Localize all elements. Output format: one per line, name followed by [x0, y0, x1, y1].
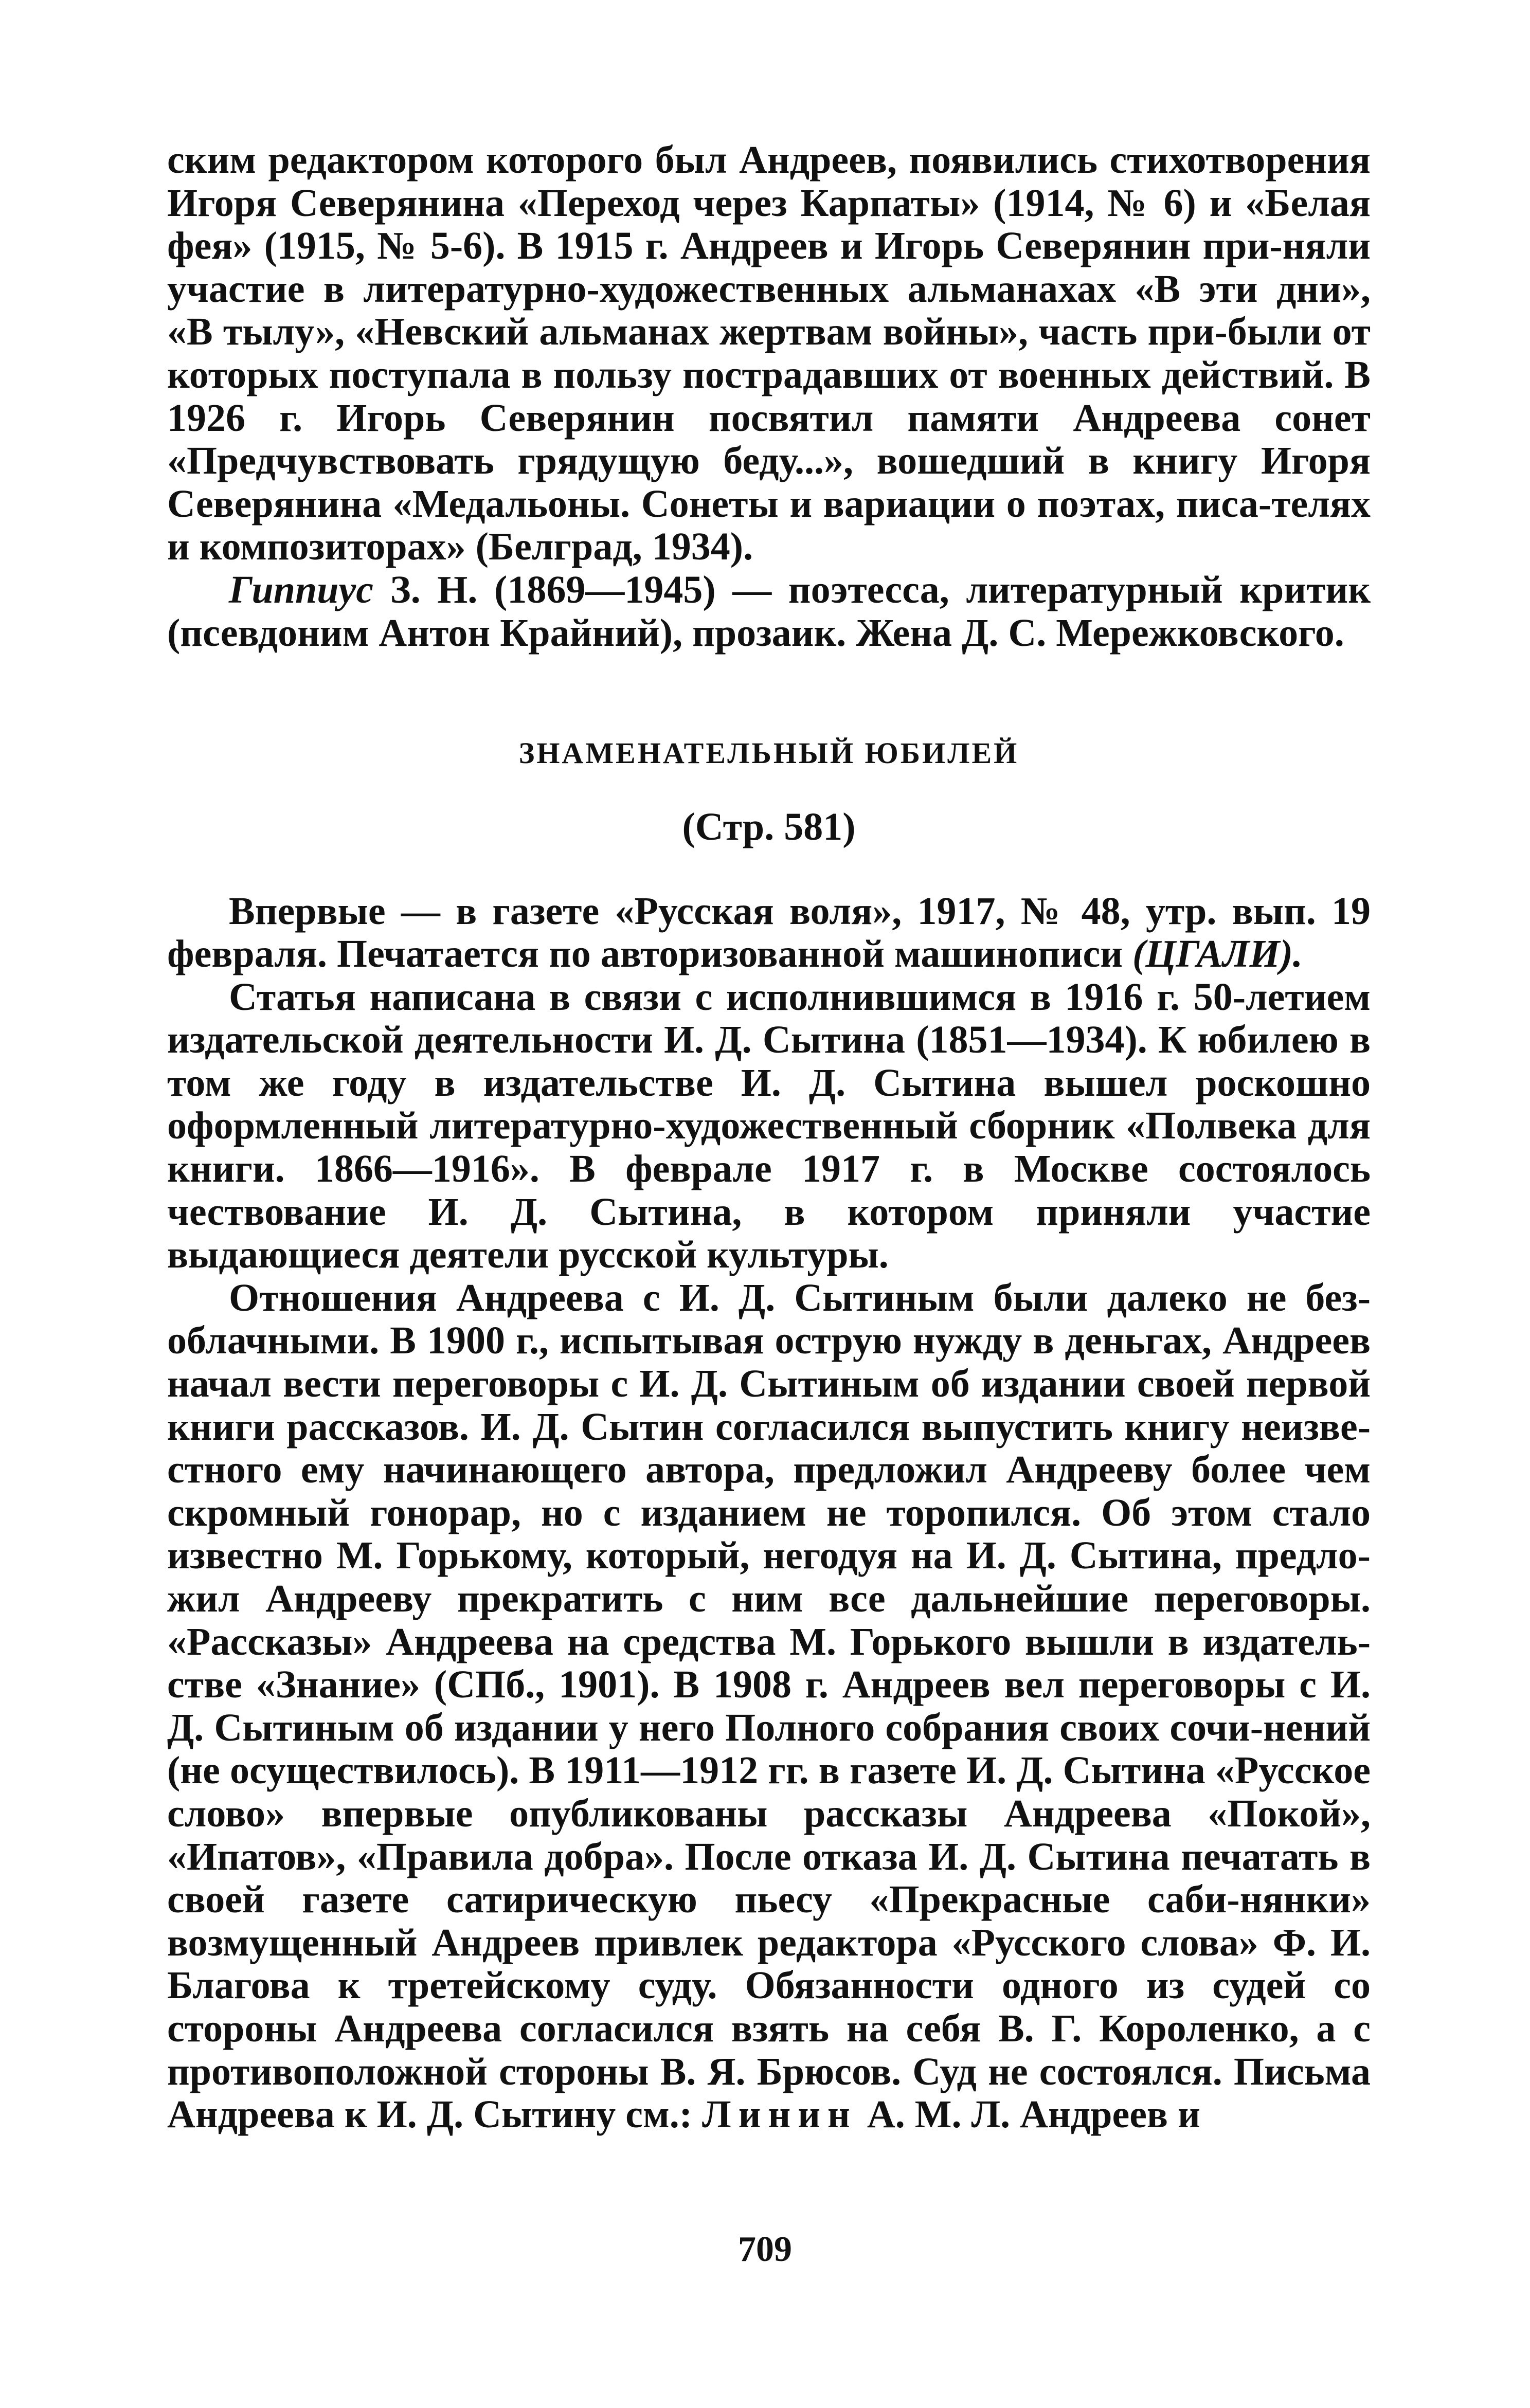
- paragraph-first-publication: [167, 890, 1371, 976]
- paragraph-article-context: Статья написана в связи с исполнившимся в 1916 г. 50-летием издательской деятельности И. Д. Сытина (1851—1934). К юбилею в том же году в издательстве И. Д. Сытина вышел роскошно оформленный литературно-художественный сборник «Полвека для книги. 1866—1916». В феврале 1917 г. в Москве состоялось чествование И. Д. Сытина, в котором приняли участие выдающиеся деятели русской культуры.: [167, 975, 1371, 1277]
- gippius-note-text: З. Н. (1869—1945) — поэтесса, литературный критик (псевдоним Антон Крайний), прозаик. Жена Д. С. Мережковского.: [167, 568, 1371, 655]
- relations-text-end: А. М. Л. Андреев и: [857, 2093, 1200, 2137]
- linin-author-name: Линин: [702, 2093, 857, 2137]
- section-heading: ЗНАМЕНАТЕЛЬНЫЙ ЮБИЛЕЙ: [518, 736, 1019, 770]
- page-number: 709: [738, 2230, 792, 2269]
- paragraph-severyanin-notes: ским редактором которого был Андреев, появились стихотворения Игоря Северянина «Переход через Карпаты» (1914, № 6) и «Белая фея» (1915, № 5-6). В 1915 г. Андреев и Игорь Северянин при-няли участие в литературно-художественных альманахах «В эти дни», «В тылу», «Невский альманах жертвам войны», часть при-были от которых поступала в пользу пострадавших от военных действий. В 1926 г. Игорь Северянин посвятил памяти Андреева сонет «Предчувствовать грядущую беду...», вошедший в книгу Игоря Северянина «Медальоны. Сонеты и вариации о поэтах, писа-телях и композиторах» (Белград, 1934).: [167, 138, 1371, 569]
- paragraph-andreev-sytin-relations: [167, 1277, 1371, 2137]
- section-page-reference: (Стр. 581): [682, 805, 856, 848]
- author-name-gippius: Гиппиус: [229, 568, 373, 611]
- paragraph-gippius-note: [167, 569, 1371, 655]
- first-publication-text: Впервые — в газете «Русская воля», 1917, № 48, утр. вып. 19 февраля. Печатается по авторизованной машинописи: [167, 889, 1371, 976]
- relations-text: Отношения Андреева с И. Д. Сытиным были далеко не без-облачными. В 1900 г., испытывая острую нужду в деньгах, Андреев начал вести переговоры с И. Д. Сытиным об издании своей первой книги рассказов. И. Д. Сытин согласился выпустить книгу неизве-стного ему начинающего автора, предложил Андрееву более чем скромный гонорар, но с изданием не торопился. Об этом стало известно М. Горькому, который, негодуя на И. Д. Сытина, предло-жил Андрееву прекратить с ним все дальнейшие переговоры. «Рассказы» Андреева на средства М. Горького вышли в издатель-стве «Знание» (СПб., 1901). В 1908 г. Андреев вел переговоры с И. Д. Сытиным об издании у него Полного собрания своих сочи-нений (не осуществилось). В 1911—1912 гг. в газете И. Д. Сытина «Русское слово» впервые опубликованы рассказы Андреева «Покой», «Ипатов», «Правила добра». После отказа И. Д. Сытина печатать в своей газете сатирическую пьесу «Прекрасные саби-нянки» возмущенный Андреев привлек редактора «Русского слова» Ф. И. Благова к третейскому суду. Обязанности одного из судей со стороны Андреева согласился взять на себя В. Г. Короленко, а с противоположной стороны В. Я. Брюсов. Суд не состоялся. Письма Андреева к И. Д. Сытину см.:: [167, 1276, 1371, 2137]
- archive-abbreviation: (ЦГАЛИ).: [1132, 932, 1303, 976]
- page-body: [167, 139, 1371, 2137]
